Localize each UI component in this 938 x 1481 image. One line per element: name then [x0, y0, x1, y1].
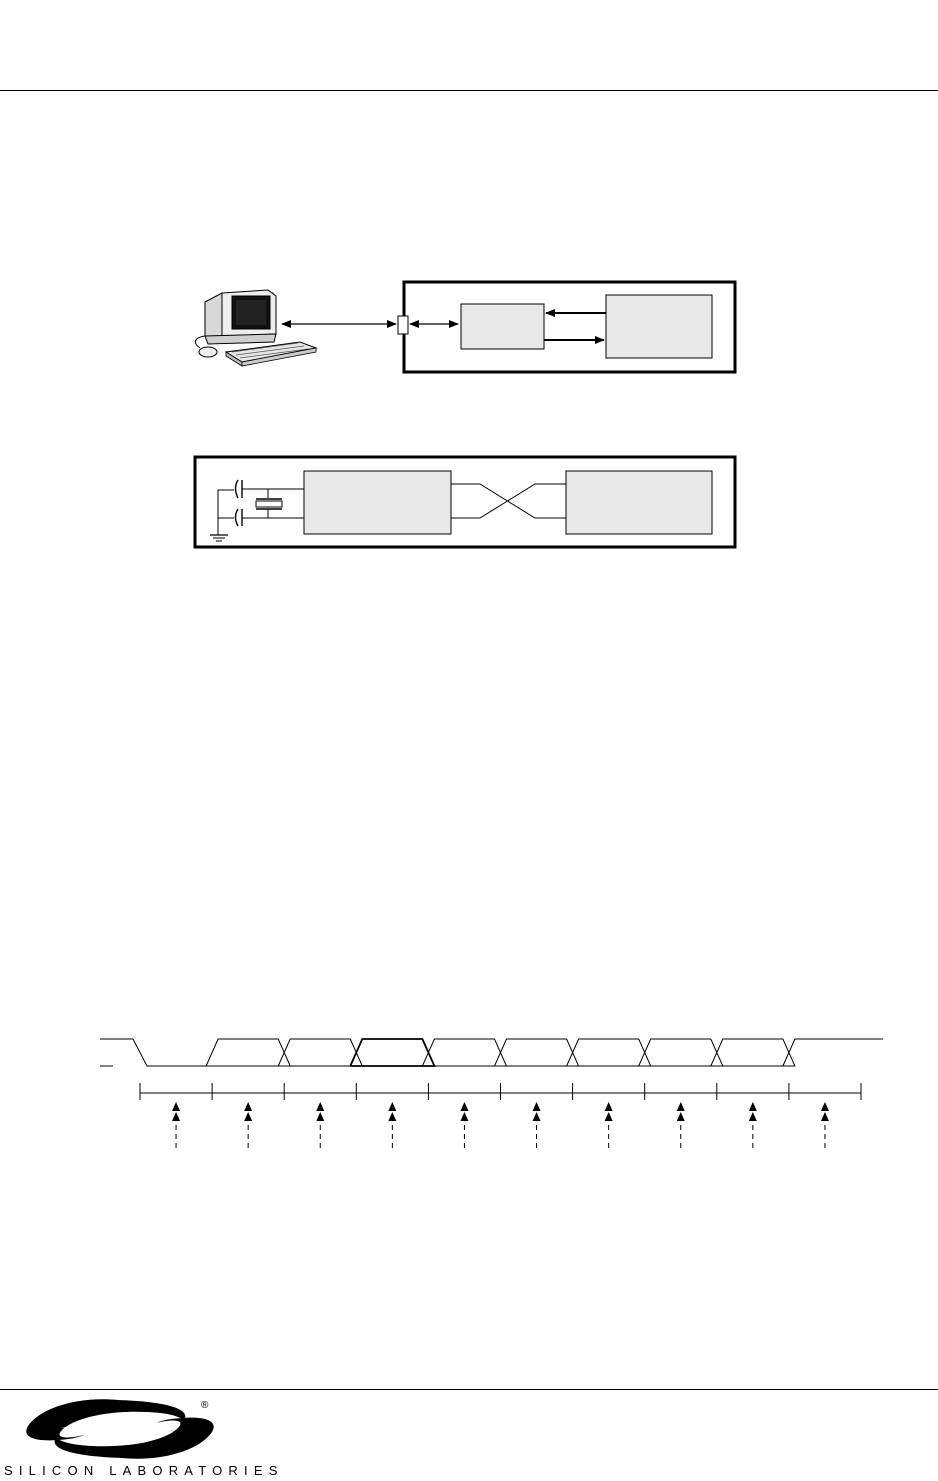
- uart-block: [606, 295, 712, 358]
- silicon-labs-logo: [18, 1394, 218, 1464]
- data-bit-cell: [206, 1039, 290, 1066]
- sample-arrow-head: [533, 1102, 541, 1111]
- stop-bit: [783, 1039, 883, 1066]
- system-diagram: [0, 0, 938, 560]
- sample-arrow-head: [244, 1102, 252, 1111]
- mcu-block-left: [304, 471, 451, 534]
- computer-icon: [205, 290, 276, 344]
- sample-arrow-head: [172, 1102, 180, 1111]
- footer-rule: [0, 1389, 938, 1390]
- transceiver-block: [461, 304, 544, 349]
- data-bit-cell: [639, 1039, 723, 1066]
- start-bit: [133, 1039, 206, 1066]
- registered-mark: ®: [201, 1400, 209, 1411]
- data-bit-cell: [711, 1039, 795, 1066]
- timing-diagram: [0, 1000, 938, 1160]
- data-bit-cell: [422, 1039, 506, 1066]
- data-bit-cell: [567, 1039, 651, 1066]
- connector-icon: [398, 316, 408, 334]
- sample-arrow-head: [388, 1102, 396, 1111]
- data-bit-cell: [495, 1039, 579, 1066]
- sample-arrow-head: [605, 1102, 613, 1111]
- sample-arrow-head: [460, 1102, 468, 1111]
- mcu-block-right: [566, 471, 712, 534]
- keyboard-icon: [226, 342, 316, 366]
- sample-arrow-head: [749, 1102, 757, 1111]
- logo-wordmark: SILICON LABORATORIES: [4, 1463, 284, 1478]
- sample-arrow-head: [316, 1102, 324, 1111]
- sample-arrow-head: [677, 1102, 685, 1111]
- sample-arrow-head: [821, 1102, 829, 1111]
- timing-waveform: [100, 1039, 883, 1148]
- data-bit-cell: [350, 1039, 434, 1066]
- data-bit-cell: [278, 1039, 362, 1066]
